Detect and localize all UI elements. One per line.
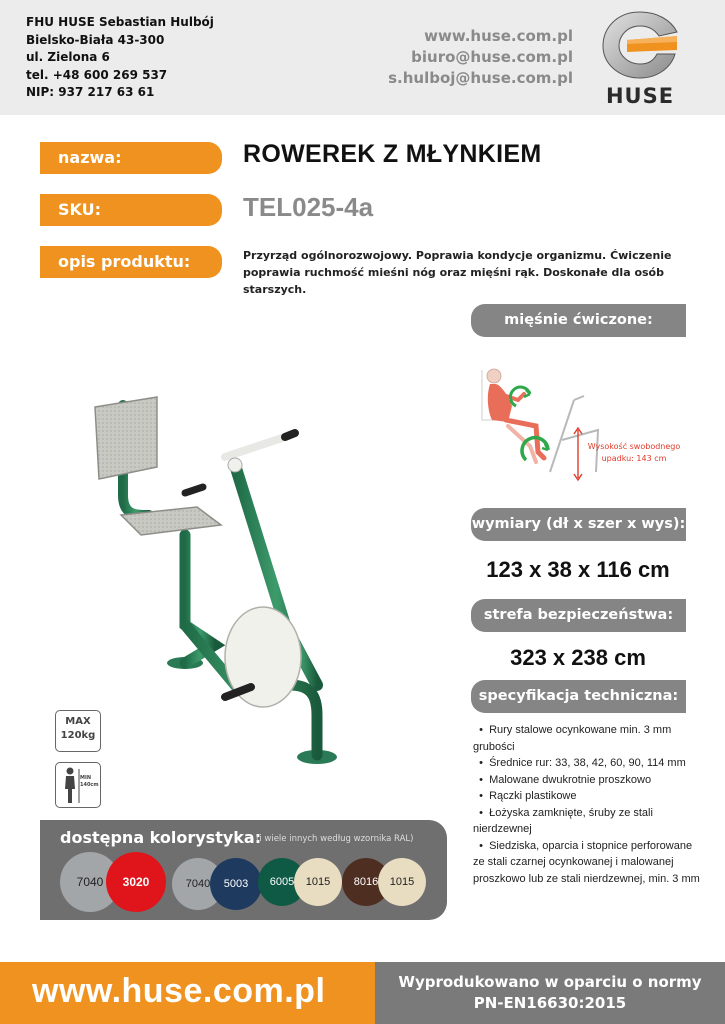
dimensions-label: wymiary (dł x szer x wys): xyxy=(471,516,686,532)
email-personal-link[interactable]: s.hulboj@huse.com.pl xyxy=(388,69,573,87)
dimensions-value: 123 x 38 x 116 cm xyxy=(486,557,670,582)
footer-norm-text xyxy=(375,972,725,1014)
product-name: ROWEREK Z MŁYNKIEM xyxy=(243,140,542,168)
footer-norm-bar xyxy=(375,962,725,1024)
max-value: 120kg xyxy=(60,730,96,741)
color-swatch-1015: 1015 xyxy=(378,858,426,906)
max-label: MAX xyxy=(65,716,91,727)
color-swatch-7040: 7040 xyxy=(172,858,224,910)
contacts xyxy=(388,26,573,89)
color-swatch-5003: 5003 xyxy=(210,858,262,910)
spec-item: • Rączki plastikowe xyxy=(473,790,577,802)
safety-tab xyxy=(471,599,686,632)
color-swatch-3020: 3020 xyxy=(106,852,166,912)
muscles-label: mięśnie ćwiczone: xyxy=(504,312,653,328)
spec-item: • Średnice rur: 33, 38, 42, 60, 90, 114 mm xyxy=(473,757,686,769)
company-street: ul. Zielona 6 xyxy=(26,50,110,64)
description-label: opis produktu: xyxy=(58,252,191,271)
spec-item-text: Rączki plastikowe xyxy=(489,790,577,802)
spec-item: • Łożyska zamknięte, śruby ze stali nierdzewnej xyxy=(473,806,653,835)
safety-label: strefa bezpieczeństwa: xyxy=(483,607,674,623)
company-info xyxy=(26,14,214,102)
spec-item-text: Rury stalowe ocynkowane min. 3 mm grubości xyxy=(473,724,672,753)
company-city: Bielsko-Biała 43-300 xyxy=(26,32,165,47)
min-height-text xyxy=(80,775,99,789)
specs-label: specyfikacja techniczna: xyxy=(478,688,679,704)
specs-tab xyxy=(471,680,686,713)
company-name: FHU HUSE Sebastian Hulbój xyxy=(26,15,214,29)
header xyxy=(0,0,725,115)
product-image xyxy=(85,385,385,780)
website-link[interactable]: www.huse.com.pl xyxy=(424,27,573,45)
spec-item: • Siedziska, oparcia i stopnice perforowane ze stali czarnej ocynkowanej i malowanej proszkowo lub ze stali nierdzewnej, min. 3 mm xyxy=(473,839,700,885)
description-label-tab xyxy=(40,246,222,278)
person-height-icon xyxy=(60,765,82,807)
color-swatch-8016: 8016 xyxy=(342,858,390,906)
huse-logo xyxy=(597,6,683,110)
name-label: nazwa: xyxy=(58,148,122,167)
colors-note: (i wiele innych według wzornika RAL) xyxy=(256,834,414,844)
footer xyxy=(0,962,725,1024)
color-swatch-7040: 7040 xyxy=(60,852,120,912)
norm-line-1: Wyprodukowano w oparciu o normy xyxy=(398,973,702,991)
product-sku: TEL025-4a xyxy=(243,192,374,222)
safety-value: 323 x 238 cm xyxy=(510,645,646,670)
dimensions-tab xyxy=(471,508,686,541)
sku-label-tab xyxy=(40,194,222,226)
color-swatch-1015: 1015 xyxy=(294,858,342,906)
huse-logo-icon xyxy=(597,6,683,86)
spec-item-text: Siedziska, oparcia i stopnice perforowane ze stali czarnej ocynkowanej i malowanej proszkowo lub ze stali nierdzewnej, min. 3 mm xyxy=(473,839,700,885)
spec-item-text: Średnice rur: 33, 38, 42, 60, 90, 114 mm xyxy=(489,757,686,769)
logo-text: HUSE xyxy=(605,84,675,108)
footer-website-link[interactable]: www.huse.com.pl xyxy=(32,972,326,1010)
footer-website-bar xyxy=(0,962,375,1024)
norm-line-2: PN-EN16630:2015 xyxy=(473,994,627,1012)
min-height-badge xyxy=(55,762,101,808)
height-note: Wysokość swobodnego upadku: 143 cm xyxy=(587,442,681,463)
min-value: 140cm xyxy=(80,782,99,788)
min-label: MIN xyxy=(80,775,92,781)
company-nip: NIP: 937 217 63 61 xyxy=(26,85,155,99)
spec-item: • Malowane dwukrotnie proszkowo xyxy=(473,773,652,786)
colors-title: dostępna kolorystyka: xyxy=(60,828,262,847)
product-description: Przyrząd ogólnorozwojowy. Poprawia kondycje organizmu. Ćwiczenie poprawia ruchmość mieśni nóg oraz mięśni rąk. Doskonałe dla osób starszych. xyxy=(243,249,672,296)
muscle-figure-icon xyxy=(478,360,688,485)
email-office-link[interactable]: biuro@huse.com.pl xyxy=(411,48,573,66)
name-label-tab xyxy=(40,142,222,174)
color-swatch-6005: 6005 xyxy=(258,858,306,906)
spec-list xyxy=(473,722,705,887)
spec-item: • Rury stalowe ocynkowane min. 3 mm grubości xyxy=(473,724,672,753)
muscles-tab xyxy=(471,304,686,337)
spec-item-text: Łożyska zamknięte, śruby ze stali nierdzewnej xyxy=(473,806,653,835)
sku-label: SKU: xyxy=(58,200,102,219)
spec-item-text: Malowane dwukrotnie proszkowo xyxy=(489,773,652,786)
company-phone: tel. +48 600 269 537 xyxy=(26,67,168,82)
max-weight-badge xyxy=(55,710,101,752)
